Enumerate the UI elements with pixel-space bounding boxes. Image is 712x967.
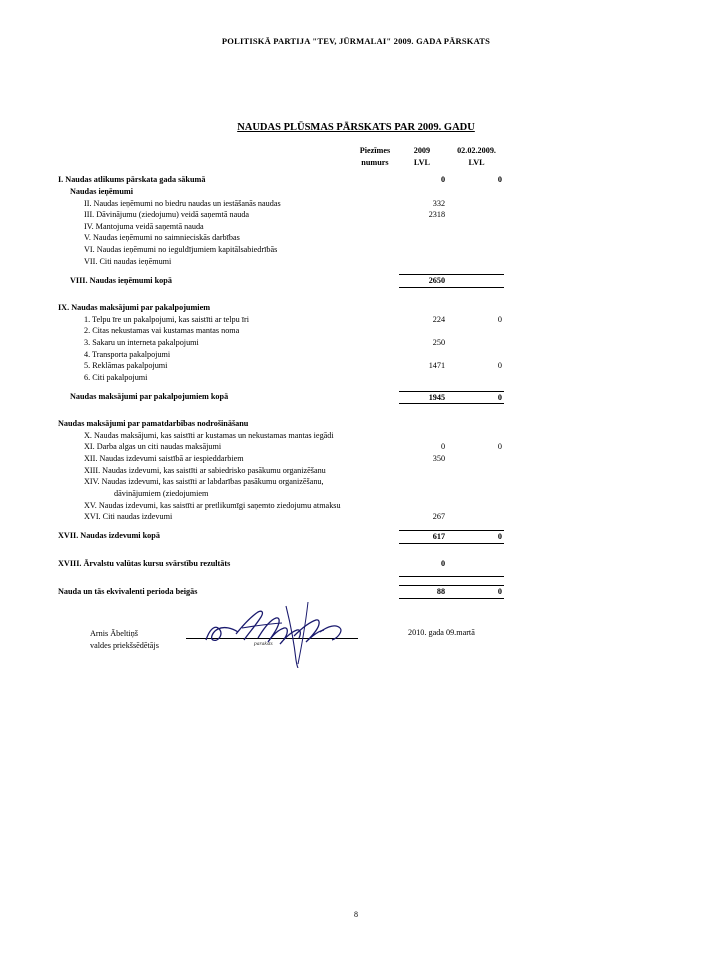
row-value-2009: 0 — [440, 442, 446, 452]
table-row — [58, 476, 504, 488]
header-year1-line2: LVL — [413, 157, 430, 167]
row-note — [351, 275, 399, 288]
row-value-prev — [451, 488, 504, 500]
table-row — [58, 372, 504, 384]
row-note — [351, 465, 399, 477]
row-label: XV. Naudas izdevumi, kas saistīti ar pretlikumīgi saņemto ziedojumu atmaksu — [84, 500, 341, 510]
row-label: XVI. Citi naudas izdevumi — [84, 512, 173, 522]
row-value-2009 — [399, 418, 451, 430]
row-label: 1. Telpu īre un pakalpojumi, kas saistīti ar telpu īri — [84, 314, 250, 324]
row-value-prev — [451, 232, 504, 244]
table-row — [58, 302, 504, 314]
table-row — [58, 430, 504, 442]
row-value-prev: 0 — [497, 314, 502, 324]
row-note — [351, 430, 399, 442]
signature-date: 2010. gada 09.martā — [408, 628, 475, 637]
row-value-prev — [451, 198, 504, 210]
row-label: XVII. Naudas izdevumi kopā — [58, 531, 160, 541]
row-spacer — [58, 404, 504, 412]
table-row — [58, 186, 504, 198]
row-label: Naudas maksājumi par pamatdarbības nodrošināšanu — [58, 419, 249, 429]
row-note — [351, 186, 399, 198]
row-value-2009 — [399, 256, 451, 268]
row-value-prev: 0 — [497, 442, 502, 452]
row-value-2009: 0 — [440, 558, 446, 568]
row-label: XI. Darba algas un citi naudas maksājumi — [84, 442, 222, 452]
row-value-prev — [451, 337, 504, 349]
row-note — [351, 244, 399, 256]
row-value-prev — [451, 221, 504, 233]
signatory — [90, 628, 159, 653]
row-note — [351, 372, 399, 384]
table-row — [58, 314, 504, 326]
row-note — [351, 302, 399, 314]
row-label: 2. Citas nekustamas vai kustamas mantas noma — [84, 326, 240, 336]
row-spacer — [58, 523, 504, 531]
row-note — [351, 198, 399, 210]
row-value-2009 — [399, 325, 451, 337]
row-note — [351, 476, 399, 488]
row-value-2009: 224 — [432, 314, 446, 324]
row-value-2009: 2318 — [428, 210, 446, 220]
row-value-prev — [451, 418, 504, 430]
row-value-2009 — [399, 430, 451, 442]
row-value-prev — [451, 430, 504, 442]
row-value-prev — [451, 511, 504, 523]
table-row — [58, 530, 504, 543]
table-row — [58, 337, 504, 349]
row-label: 4. Transporta pakalpojumi — [84, 349, 171, 359]
row-label: Naudas ieņēmumi — [70, 186, 134, 196]
row-value-2009: 617 — [399, 530, 451, 543]
header-year1-line1: 2009 — [413, 146, 431, 155]
row-spacer — [58, 569, 504, 577]
table-row — [58, 558, 504, 570]
table-row — [58, 511, 504, 523]
row-value-2009: 350 — [432, 454, 446, 464]
page-header: POLITISKĀ PARTIJA "TEV, JŪRMALAI" 2009. GADA PĀRSKATS — [221, 36, 491, 46]
table-head-group — [58, 145, 504, 174]
row-label: 6. Citi pakalpojumi — [84, 372, 148, 382]
row-note — [351, 418, 399, 430]
row-note — [351, 441, 399, 453]
row-value-prev — [451, 465, 504, 477]
row-label: VI. Naudas ieņēmumi no ieguldījumiem kapitālsabiedrībās — [84, 245, 278, 255]
row-value-prev — [451, 349, 504, 361]
row-value-prev — [451, 302, 504, 314]
signatory-role: valdes priekšsēdētājs — [90, 641, 159, 651]
row-value-prev — [451, 256, 504, 268]
row-value-prev — [451, 453, 504, 465]
row-value-prev: 0 — [497, 175, 502, 185]
row-label: IV. Mantojuma veidā saņemtā nauda — [84, 221, 204, 231]
row-note — [351, 500, 399, 512]
page-number: 8 — [354, 910, 358, 919]
row-spacer — [58, 543, 504, 551]
row-spacer — [58, 551, 504, 558]
row-note — [351, 488, 399, 500]
table-row — [58, 232, 504, 244]
row-label: IX. Naudas maksājumi par pakalpojumiem — [58, 303, 211, 313]
row-label: II. Naudas ieņēmumi no biedru naudas un iestāšanās naudas — [84, 198, 281, 208]
signatory-name: Arnis Ābeltiņš — [90, 629, 138, 638]
row-label: 5. Reklāmas pakalpojumi — [84, 361, 168, 371]
row-value-2009 — [399, 244, 451, 256]
header-year2 — [451, 145, 504, 174]
table-row — [58, 500, 504, 512]
row-note — [351, 360, 399, 372]
table-row — [58, 174, 504, 186]
row-value-prev: 0 — [497, 361, 502, 371]
table-header-row — [58, 145, 504, 174]
table-row — [58, 391, 504, 404]
row-value-2009 — [399, 372, 451, 384]
row-label: XIV. Naudas izdevumi, kas saistīti ar labdarības pasākumu organizēšanu, — [84, 477, 324, 487]
table-row — [58, 465, 504, 477]
row-spacer — [58, 411, 504, 418]
row-note — [351, 325, 399, 337]
row-note — [351, 349, 399, 361]
row-spacer — [58, 384, 504, 392]
row-value-2009: 1945 — [399, 391, 451, 404]
row-value-2009: 88 — [399, 586, 451, 599]
table-row — [58, 275, 504, 288]
row-value-prev: 0 — [451, 586, 504, 599]
row-value-2009: 1471 — [428, 361, 446, 371]
row-value-2009 — [399, 500, 451, 512]
row-label: VIII. Naudas ieņēmumi kopā — [70, 275, 172, 285]
row-value-2009 — [399, 186, 451, 198]
row-label: III. Dāvinājumu (ziedojumu) veidā saņemtā nauda — [84, 210, 250, 220]
row-note — [351, 314, 399, 326]
row-spacer — [58, 267, 504, 275]
row-note — [351, 337, 399, 349]
row-value-prev — [451, 476, 504, 488]
row-value-prev — [451, 500, 504, 512]
row-value-2009 — [399, 488, 451, 500]
row-value-prev: 0 — [451, 530, 504, 543]
header-note — [351, 145, 399, 174]
statement-content — [58, 145, 658, 606]
row-note — [351, 221, 399, 233]
row-label: Naudas maksājumi par pakalpojumiem kopā — [70, 392, 229, 402]
row-value-2009 — [399, 302, 451, 314]
row-note — [351, 453, 399, 465]
row-value-2009: 0 — [440, 175, 446, 185]
row-note — [351, 174, 399, 186]
row-value-2009 — [399, 232, 451, 244]
header-year2-line2: LVL — [468, 157, 485, 167]
table-row — [58, 418, 504, 430]
row-label: X. Naudas maksājumi, kas saistīti ar kustamas un nekustamas mantas iegādi — [84, 430, 334, 440]
table-row — [58, 441, 504, 453]
row-label: XVIII. Ārvalstu valūtas kursu svārstību rezultāts — [58, 558, 231, 568]
table-row — [58, 453, 504, 465]
row-value-2009: 250 — [432, 337, 446, 347]
row-value-2009 — [399, 349, 451, 361]
row-label: dāvinājumiem (ziedojumiem — [114, 489, 209, 499]
table-row — [58, 325, 504, 337]
row-label: XIII. Naudas izdevumi, kas saistīti ar sabiedrisko pasākumu organizēšanu — [84, 465, 326, 475]
table-row — [58, 488, 504, 500]
header-year1 — [399, 145, 451, 174]
header-blank — [58, 145, 351, 174]
row-value-2009: 2650 — [399, 275, 451, 288]
table-row — [58, 349, 504, 361]
row-label: I. Naudas atlikums pārskata gada sākumā — [58, 175, 206, 185]
row-spacer — [58, 295, 504, 302]
row-note — [351, 511, 399, 523]
row-value-prev — [451, 325, 504, 337]
row-note — [351, 209, 399, 221]
row-value-prev — [451, 209, 504, 221]
table-row — [58, 198, 504, 210]
table-row — [58, 244, 504, 256]
row-note — [351, 391, 399, 404]
row-value-prev — [451, 244, 504, 256]
row-label: XII. Naudas izdevumi saistībā ar iespieddarbiem — [84, 454, 244, 464]
table-row — [58, 209, 504, 221]
table-row — [58, 360, 504, 372]
row-label: Nauda un tās ekvivalenti perioda beigās — [58, 586, 198, 596]
row-value-2009 — [399, 221, 451, 233]
document-title-text: NAUDAS PLŪSMAS PĀRSKATS PAR 2009. GADU — [237, 122, 475, 133]
row-value-prev — [451, 186, 504, 198]
header-note-line2: numurs — [361, 157, 389, 167]
row-value-2009 — [399, 476, 451, 488]
table-row — [58, 256, 504, 268]
row-note — [351, 586, 399, 599]
cash-flow-table — [58, 145, 504, 606]
handwritten-signature-icon — [198, 598, 398, 668]
signature-caption: paraksts — [254, 641, 273, 647]
header-note-line1: Piezīmes — [359, 146, 391, 155]
row-note — [351, 558, 399, 570]
row-note — [351, 256, 399, 268]
header-year2-line1: 02.02.2009. — [457, 146, 496, 155]
row-value-2009: 332 — [432, 198, 446, 208]
row-spacer — [58, 578, 504, 586]
row-note — [351, 232, 399, 244]
document-title — [0, 122, 712, 133]
table-row — [58, 221, 504, 233]
row-value-prev — [451, 558, 504, 570]
row-label: 3. Sakaru un interneta pakalpojumi — [84, 337, 199, 347]
row-value-prev: 0 — [451, 391, 504, 404]
table-body — [58, 174, 504, 606]
row-value-prev — [451, 275, 504, 288]
row-note — [351, 530, 399, 543]
table-row — [58, 586, 504, 599]
row-label: V. Naudas ieņēmumi no saimnieciskās darbības — [84, 233, 240, 243]
row-value-2009: 267 — [432, 512, 446, 522]
row-value-2009 — [399, 465, 451, 477]
row-value-prev — [451, 372, 504, 384]
row-spacer — [58, 288, 504, 296]
row-label: VII. Citi naudas ieņēmumi — [84, 256, 172, 266]
